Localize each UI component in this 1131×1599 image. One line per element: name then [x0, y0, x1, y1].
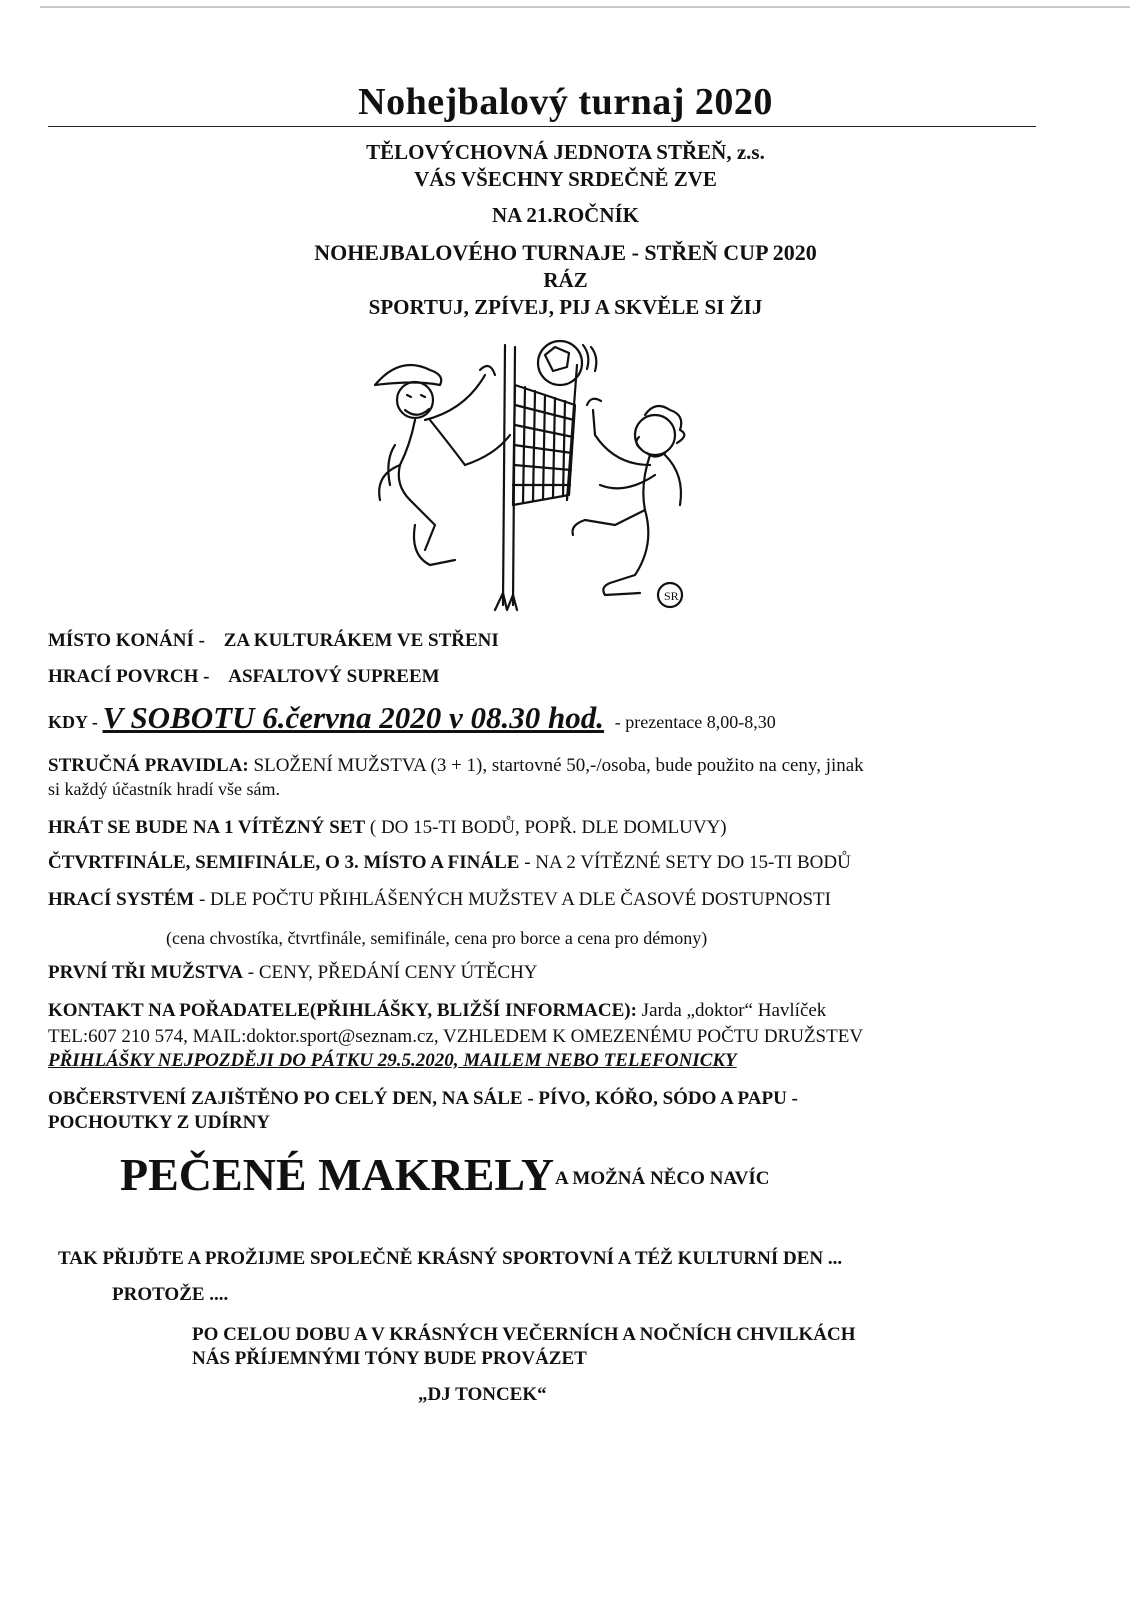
- top3-row: [48, 962, 538, 984]
- when-row: [48, 700, 776, 736]
- closing-line-4: NÁS PŘÍJEMNÝMI TÓNY BUDE PROVÁZET: [192, 1348, 587, 1369]
- surface-label: HRACÍ POVRCH -: [48, 666, 210, 687]
- closing-line-2: PROTOŽE ....: [112, 1284, 229, 1305]
- tournament-name-line: NOHEJBALOVÉHO TURNAJE - STŘEŇ CUP 2020: [314, 240, 817, 265]
- top3-label: PRVNÍ TŘI MUŽSTVA: [48, 962, 244, 983]
- venue-value: ZA KULTURÁKEM VE STŘENI: [223, 630, 499, 651]
- system-text: - DLE POČTU PŘIHLÁŠENÝCH MUŽSTEV A DLE ČASOVÉ DOSTUPNOSTI: [198, 889, 831, 910]
- set-label: HRÁT SE BUDE NA 1 VÍTĚZNÝ SET: [48, 817, 366, 838]
- contact-label: KONTAKT NA POŘADATELE(PŘIHLÁŠKY, BLIŽŠÍ INFORMACE):: [48, 1000, 637, 1021]
- edition-line: NA 21.ROČNÍK: [491, 203, 639, 227]
- venue-row: [48, 630, 499, 652]
- rules-text: SLOŽENÍ MUŽSTVA (3 + 1), startovné 50,-/osoba, bude použito na ceny, jinak: [253, 755, 864, 776]
- contact-name: Jarda „doktor“ Havlíček: [641, 1000, 827, 1021]
- surface-row: [48, 666, 440, 688]
- venue-label: MÍSTO KONÁNÍ -: [48, 630, 205, 651]
- rules-text-cont: si každý účastník hradí vše sám.: [48, 779, 280, 799]
- closing-line-1: TAK PŘIJĎTE A PROŽIJME SPOLEČNĚ KRÁSNÝ SPORTOVNÍ A TÉŽ KULTURNÍ DEN ...: [58, 1248, 843, 1269]
- motto-line: SPORTUJ, ZPÍVEJ, PIJ A SKVĚLE SI ŽIJ: [368, 295, 763, 319]
- contact-row: [48, 1000, 826, 1022]
- finals-label: ČTVRTFINÁLE, SEMIFINÁLE, O 3. MÍSTO A FINÁLE: [48, 852, 520, 873]
- when-label: KDY -: [48, 712, 98, 732]
- finals-row: [48, 852, 851, 874]
- system-row: [48, 889, 831, 911]
- page-title: Nohejbalový turnaj 2020: [358, 81, 773, 123]
- footvolley-cartoon-illustration: [355, 325, 715, 625]
- title-rule: [48, 126, 1036, 127]
- illustration-signature: SR: [664, 589, 679, 603]
- refreshments-line: OBČERSTVENÍ ZAJIŠTĚNO PO CELÝ DEN, NA SÁLE - PÍVO, KÓŘO, SÓDO A PAPU -: [48, 1088, 798, 1109]
- highlight-extra: A MOŽNÁ NĚCO NAVÍC: [555, 1168, 770, 1189]
- set-text: ( DO 15-TI BODŮ, POPŘ. DLE DOMLUVY): [369, 817, 727, 838]
- organizer-line: TĚLOVÝCHOVNÁ JEDNOTA STŘEŇ, z.s.: [366, 140, 765, 164]
- top3-text: - CENY, PŘEDÁNÍ CENY ÚTĚCHY: [247, 962, 538, 983]
- closing-line-3: PO CELOU DOBU A V KRÁSNÝCH VEČERNÍCH A NOČNÍCH CHVILKÁCH: [192, 1324, 856, 1345]
- invite-line: VÁS VŠECHNY SRDEČNĚ ZVE: [414, 167, 717, 191]
- set-row: [48, 817, 727, 839]
- registration-note: - prezentace 8,00-8,30: [614, 712, 776, 732]
- refreshments-line-cont: POCHOUTKY Z UDÍRNY: [48, 1112, 271, 1133]
- finals-text: - NA 2 VÍTĚZNÉ SETY DO 15-TI BODŮ: [524, 852, 851, 873]
- system-label: HRACÍ SYSTÉM: [48, 889, 195, 910]
- rules-label: STRUČNÁ PRAVIDLA:: [48, 755, 249, 776]
- motto-label: RÁZ: [543, 268, 588, 292]
- dj-name: „DJ TONCEK“: [418, 1384, 547, 1405]
- contact-details: TEL:607 210 574, MAIL:doktor.sport@seznam.cz, VZHLEDEM K OMEZENÉMU POČTU DRUŽSTEV: [48, 1026, 864, 1047]
- registration-deadline: PŘIHLÁŠKY NEJPOZDĚJI DO PÁTKU 29.5.2020, MAILEM NEBO TELEFONICKY: [48, 1050, 737, 1071]
- rules-row: [48, 755, 864, 777]
- highlight-dish: PEČENÉ MAKRELY: [120, 1149, 555, 1200]
- when-value: V SOBOTU 6.června 2020 v 08.30 hod.: [102, 700, 605, 735]
- surface-value: ASFALTOVÝ SUPREEM: [228, 666, 440, 687]
- prizes-note: (cena chvostíka, čtvrtfinále, semifinále, cena pro borce a cena pro démony): [166, 928, 708, 948]
